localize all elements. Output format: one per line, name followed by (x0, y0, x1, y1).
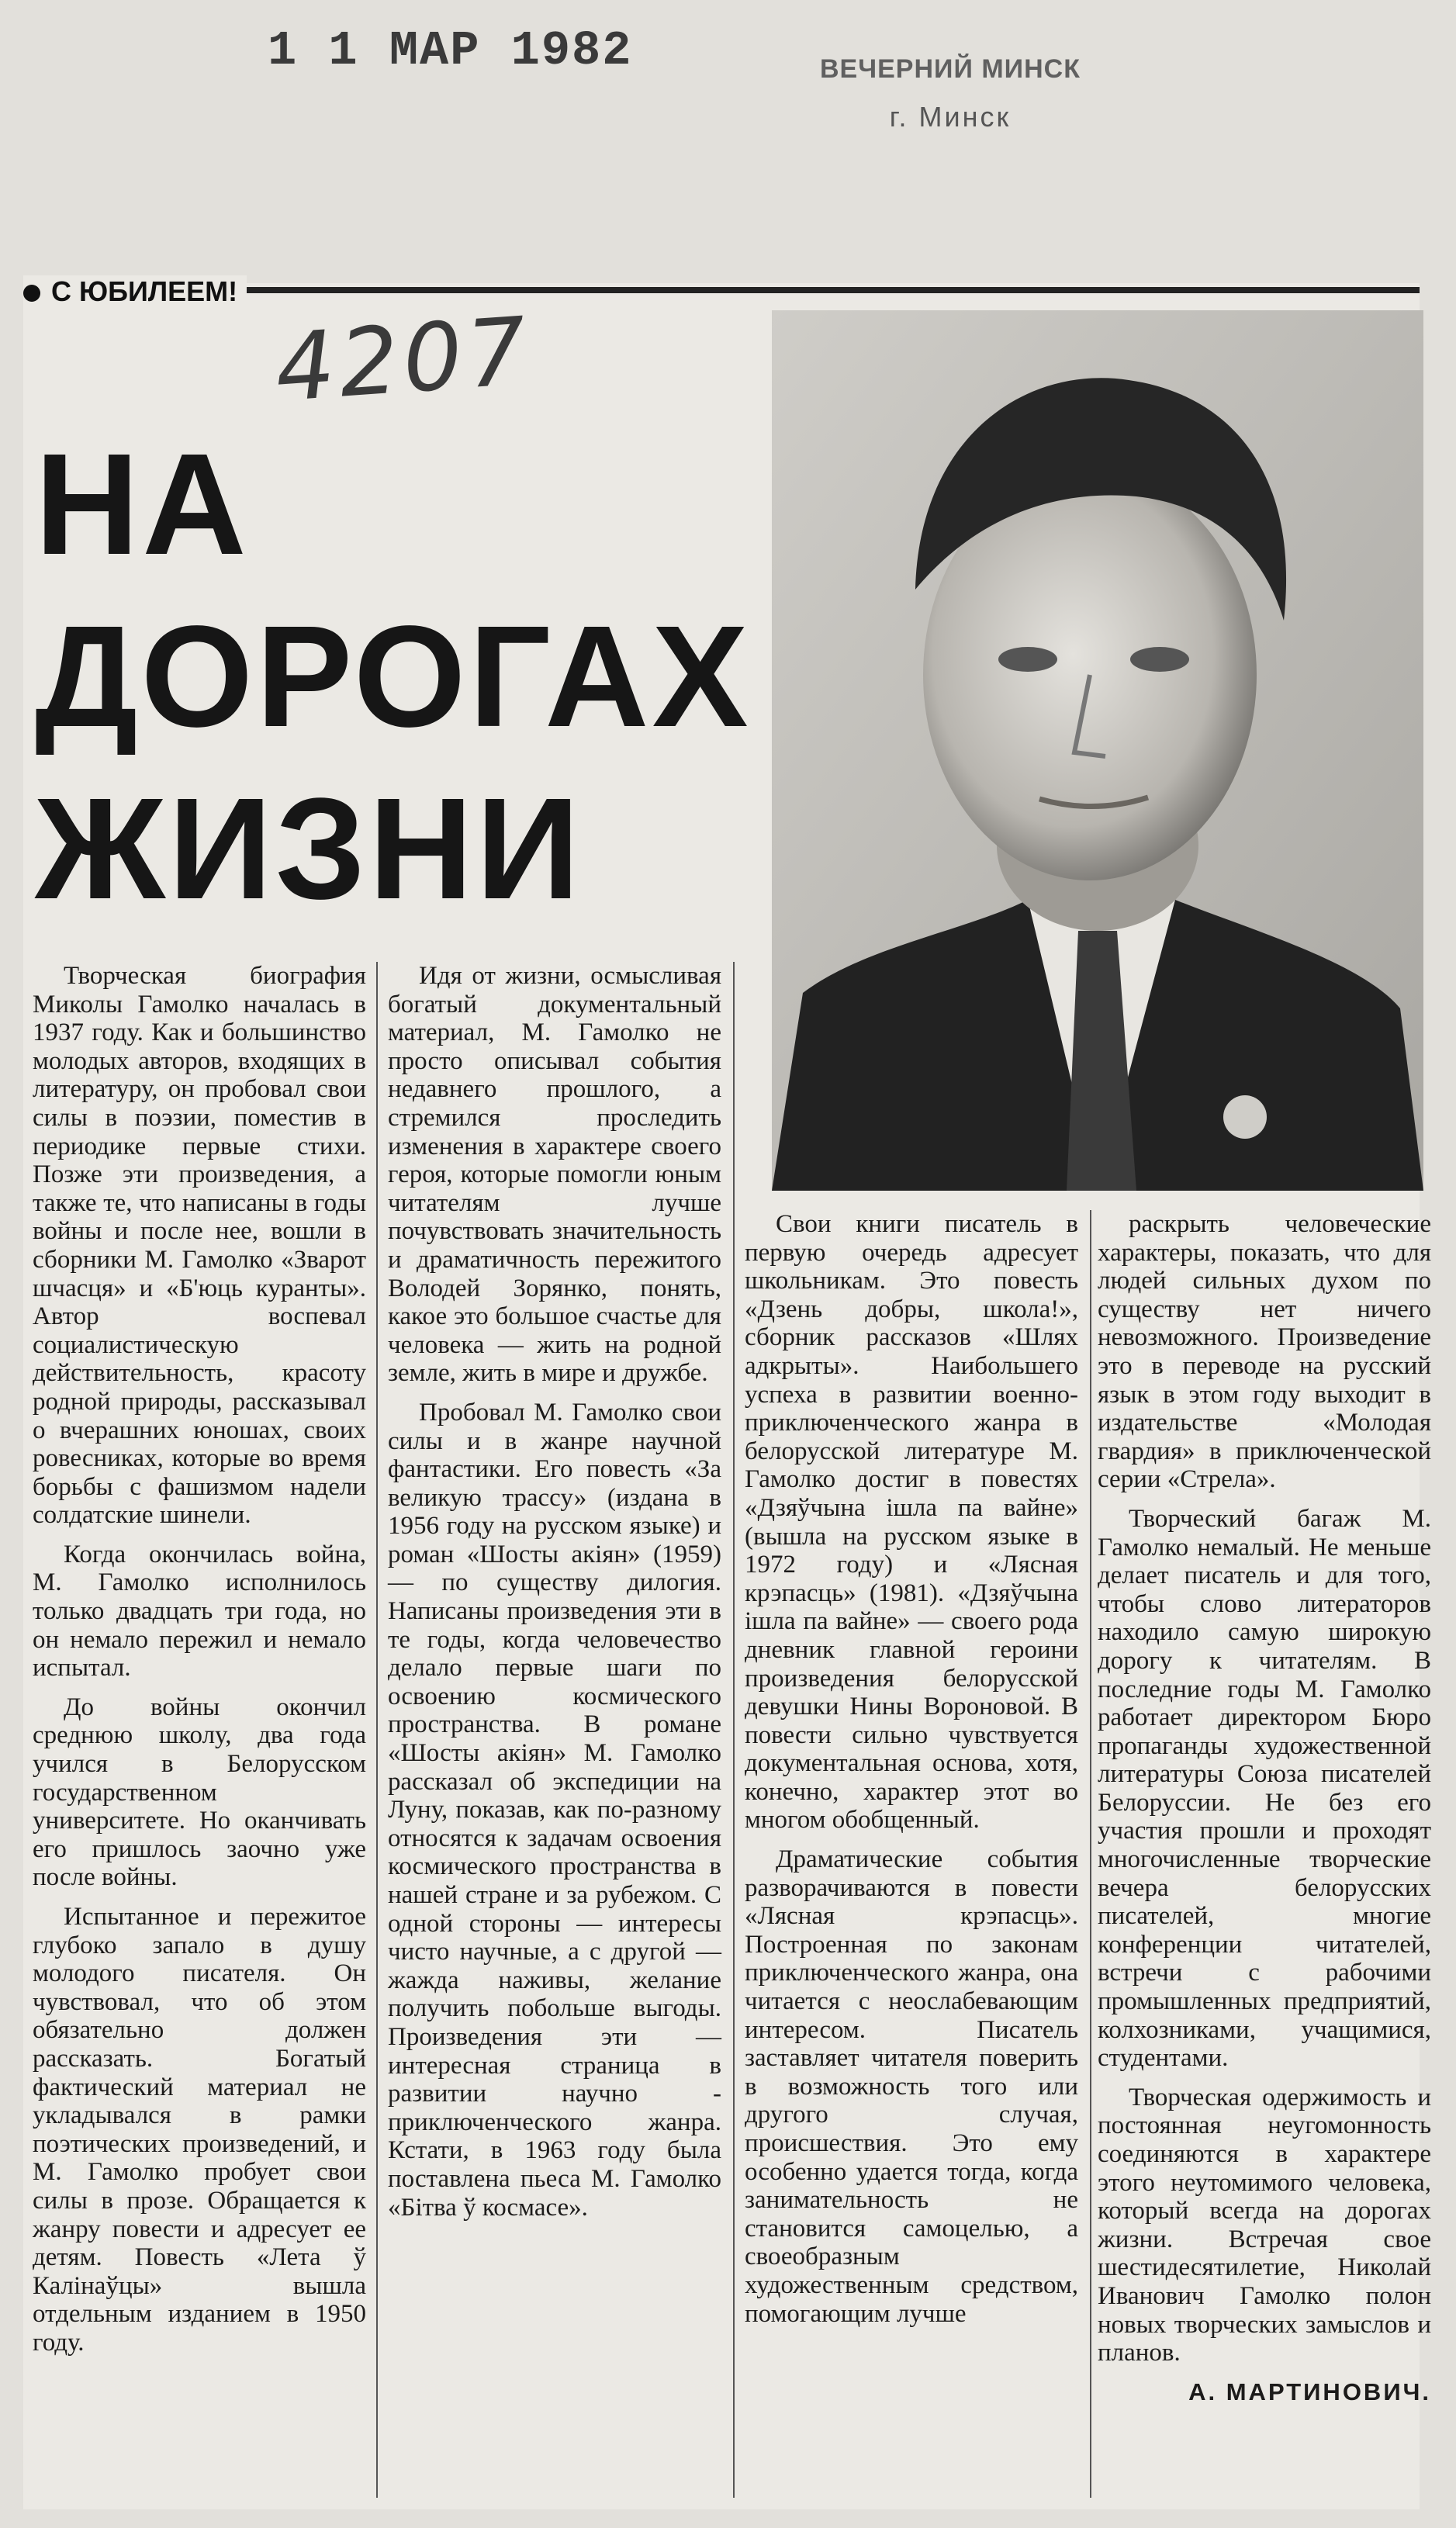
newspaper-name-stamp: ВЕЧЕРНИЙ МИНСК (820, 54, 1081, 84)
headline (35, 419, 772, 935)
paragraph: Испытанное и пережитое глубоко запало в душу молодого писателя. Он чувствовал, что об этом обязательно должен рассказать. Богатый фактический материал не укладывался в рамки поэтических произведений, и М. Гамолко пробует свои силы в прозе. Обращается к жанру повести и адресует ее детям. Повесть «Лета ў Калінаўцы» вышла отдельным изданием в 1950 году. (33, 1903, 366, 2357)
paragraph: Идя от жизни, осмысливая богатый документальный материал, М. Гамолко не просто описывал события недавнего прошлого, а стремился проследить изменения в характере своего героя, которые помогли юным читателям лучше почувствовать значительность и драматичность пережитого Володей Зорянко, понять, какое это большое счастье для человека — жить на родной земле, жить в мире и дружбе. (388, 962, 721, 1388)
headline-line: НА (35, 424, 250, 585)
paragraph: Пробовал М. Гамолко свои силы и в жанре научной фантастики. Его повесть «За великую трассу» (издана в 1956 году на русском языке) и роман «Шосты акіян» (1959) — по существу дилогия. Написаны произведения эти в те годы, когда человечество делало первые шаги по освоению космического пространства. В романе «Шосты акіян» М. Гамолко рассказал об экспедиции на Луну, показав, как по-разному относятся к задачам освоения космического пространства в нашей стране и за рубежом. С одной стороны — интересы чисто научные, а с другой — жажда наживы, желание получить побольше выгоды. Произведения эти — интересная страница в развитии научно - приключенческого жанра. Кстати, в 1963 году была поставлена пьеса М. Гамолко «Бітва ў космасе». (388, 1398, 721, 2222)
article-column-2 (388, 962, 721, 2232)
archive-stamp-area (0, 0, 1456, 233)
paragraph: Творческая одержимость и постоянная неугомонность соединяются в характере этого неутомимого человека, который всегда на дорогах жизни. Встречая свое шестидесятилетие, Николай Иванович Гамолко полон новых творческих замыслов и планов. (1098, 2083, 1431, 2367)
paragraph: До войны окончил среднюю школу, два года учился в Белорусском государственном университете. Но оканчивать его пришлось заочно уже после войны. (33, 1693, 366, 1892)
paragraph: Творческая биография Миколы Гамолко началась в 1937 году. Как и большинство молодых авторов, входящих в литературу, он пробовал свои силы в поэзии, поместив в периодике первые стихи. Позже эти произведения, а также те, что написаны в годы войны и после нее, вошли в сборники М. Гамолко «Зварот шчасця» и «Б'юць куранты». Автор воспевал социалистическую действительность, красоту родной природы, рассказывал о вчерашних юношах, своих ровесниках, которые во время борьбы с фашизмом надели солдатские шинели. (33, 962, 366, 1530)
paragraph: Творческий багаж М. Гамолко немалый. Не меньше делает писатель и для того, чтобы слово литераторов находило самую широкую дорогу к читателям. В последние годы М. Гамолко работает директором Бюро пропаганды художественной литературы Союза писателей Белоруссии. Не без его участия прошли и проходят многочисленные творческие вечера белорусских писателей, многие конференции читателей, встречи с рабочими промышленных предприятий, колхозниками, учащимися, студентами. (1098, 1504, 1431, 2073)
article-column-3 (745, 1210, 1078, 2339)
column-rule (1090, 1210, 1091, 2498)
author-signature: А. МАРТИНОВИЧ. (1188, 2378, 1431, 2405)
portrait-photo (772, 310, 1423, 1191)
rubric-label (23, 275, 247, 308)
bullet-icon (23, 285, 40, 302)
rubric-text: С ЮБИЛЕЕМ! (51, 275, 238, 307)
headline-line: ДОРОГАХ (35, 597, 752, 757)
paragraph: Свои книги писатель в первую очередь адресует школьникам. Это повесть «Дзень добры, школа!», сборник рассказов «Шлях адкрыты». Наибольшего успеха в развитии военно-приключенческого жанра в белорусской литературе М. Гамолко достиг в повестях «Дзяўчына ішла па вайне» (вышла на русском языке в 1972 году) и «Лясная крэпасць» (1981). «Дзяўчына ішла па вайне» — своего рода дневник главной героини произведения белорусской девушки Нины Вороновой. В повести сильно чувствуется документальная основа, хотя, конечно, характер этот во многом обобщенный. (745, 1210, 1078, 1835)
date-stamp: 1 1 МАР 1982 (268, 23, 633, 78)
headline-line: ЖИЗНИ (35, 769, 583, 929)
paragraph: Драматические события разворачиваются в повести «Лясная крэпасць». Построенная по законам приключенческого жанра, она читается с неослабевающим интересом. Писатель заставляет читателя поверить в возможность того или другого случая, происшествия. Это ему особенно удается тогда, когда занимательность не становится самоцелью, а своеобразным художественным средством, помогающим лучше (745, 1845, 1078, 2328)
article-column-4 (1098, 1210, 1431, 2417)
column-rule (733, 962, 735, 2498)
portrait-icon (772, 310, 1423, 1191)
handwritten-note: 4207 (271, 297, 534, 424)
column-rule (376, 962, 378, 2498)
article-column-1 (33, 962, 366, 2368)
city-stamp: г. Минск (889, 101, 1012, 133)
paragraph: Когда окончилась война, М. Гамолко исполнилось только двадцать три года, но он немало пережил и немало испытал. (33, 1540, 366, 1682)
paragraph: раскрыть человеческие характеры, показать, что для людей сильных духом по существу нет ничего невозможного. Произведение это в переводе на русский язык в этом году выходит в издательстве «Молодая гвардия» в приключенческой серии «Стрела». (1098, 1210, 1431, 1494)
